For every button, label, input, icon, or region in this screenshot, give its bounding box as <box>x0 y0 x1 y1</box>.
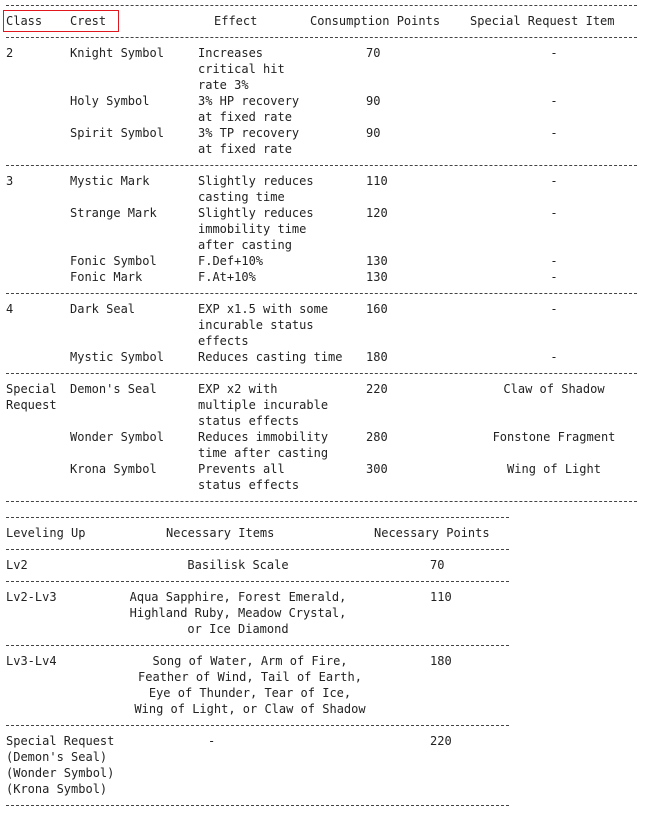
points-cell: 110 <box>430 590 452 604</box>
header-points: Consumption Points <box>310 14 441 28</box>
effect-line: Prevents all <box>198 462 285 476</box>
points-cell: 280 <box>366 430 388 444</box>
item-cell: - <box>550 254 558 268</box>
points-cell: 120 <box>366 206 388 220</box>
class-cell: Request <box>6 398 57 412</box>
items-line: Highland Ruby, Meadow Crystal, <box>129 606 347 620</box>
effect-line: F.At+10% <box>198 270 256 284</box>
points-cell: 90 <box>366 126 381 140</box>
item-cell: Wing of Light <box>507 462 601 476</box>
level-cell: (Demon's Seal) <box>6 750 108 764</box>
crest-name: Fonic Symbol <box>70 254 157 268</box>
crest-name: Krona Symbol <box>70 462 157 476</box>
points-cell: 130 <box>366 270 388 284</box>
crest-name: Holy Symbol <box>70 94 150 108</box>
items-line: Aqua Sapphire, Forest Emerald, <box>129 590 347 604</box>
points-cell: 180 <box>430 654 452 668</box>
effect-line: after casting <box>198 238 292 252</box>
divider-line <box>6 645 509 646</box>
effect-line: status effects <box>198 414 300 428</box>
crest-name: Knight Symbol <box>70 46 164 60</box>
effect-line: at fixed rate <box>198 142 292 156</box>
level-cell: Lv3-Lv4 <box>6 654 57 668</box>
header-crest: Crest <box>70 14 107 28</box>
items-line: or Ice Diamond <box>187 622 289 636</box>
crest-name: Mystic Mark <box>70 174 150 188</box>
effect-line: casting time <box>198 190 285 204</box>
header-item: Special Request Item <box>470 14 615 28</box>
effect-line: effects <box>198 334 249 348</box>
points-cell: 90 <box>366 94 381 108</box>
divider-line <box>6 581 509 582</box>
level-cell: (Wonder Symbol) <box>6 766 115 780</box>
effect-line: at fixed rate <box>198 110 292 124</box>
effect-line: incurable status <box>198 318 314 332</box>
divider-line <box>6 37 637 38</box>
items-line: Feather of Wind, Tail of Earth, <box>138 670 362 684</box>
effect-line: critical hit <box>198 62 285 76</box>
item-cell: - <box>550 46 558 60</box>
items-line: Basilisk Scale <box>187 558 289 572</box>
divider-line <box>6 549 509 550</box>
effect-line: Slightly reduces <box>198 206 314 220</box>
class-cell: 2 <box>6 46 14 60</box>
points-cell: 300 <box>366 462 388 476</box>
item-cell: - <box>550 94 558 108</box>
crest-name: Wonder Symbol <box>70 430 164 444</box>
effect-line: Increases <box>198 46 264 60</box>
item-cell: - <box>550 270 558 284</box>
effect-line: immobility time <box>198 222 307 236</box>
class-cell: 4 <box>6 302 14 316</box>
item-cell: Claw of Shadow <box>503 382 605 396</box>
effect-line: rate 3% <box>198 78 249 92</box>
divider-line <box>6 373 637 374</box>
points-cell: 220 <box>430 734 452 748</box>
effect-line: time after casting <box>198 446 329 460</box>
crest-name: Strange Mark <box>70 206 157 220</box>
divider-line <box>6 805 509 806</box>
header-necessary-items: Necessary Items <box>166 526 275 540</box>
level-cell: Lv2 <box>6 558 28 572</box>
points-cell: 160 <box>366 302 388 316</box>
effect-line: EXP x1.5 with some <box>198 302 329 316</box>
header-leveling-up: Leveling Up <box>6 526 86 540</box>
item-cell: - <box>550 350 558 364</box>
item-cell: - <box>550 206 558 220</box>
header-necessary-points: Necessary Points <box>374 526 490 540</box>
effect-line: Reduces immobility <box>198 430 329 444</box>
effect-line: 3% TP recovery <box>198 126 300 140</box>
effect-line: F.Def+10% <box>198 254 264 268</box>
class-cell: 3 <box>6 174 14 188</box>
effect-line: multiple incurable <box>198 398 329 412</box>
item-cell: - <box>550 302 558 316</box>
divider-line <box>6 5 637 6</box>
items-line: Wing of Light, or Claw of Shadow <box>134 702 366 716</box>
effect-line: status effects <box>198 478 300 492</box>
items-line: Song of Water, Arm of Fire, <box>152 654 348 668</box>
effect-line: EXP x2 with <box>198 382 278 396</box>
divider-line <box>6 725 509 726</box>
header-effect: Effect <box>214 14 258 28</box>
crest-name: Demon's Seal <box>70 382 157 396</box>
divider-line <box>6 501 637 502</box>
crest-name: Mystic Symbol <box>70 350 164 364</box>
points-cell: 180 <box>366 350 388 364</box>
level-cell: Special Request <box>6 734 115 748</box>
effect-line: 3% HP recovery <box>198 94 300 108</box>
points-cell: 220 <box>366 382 388 396</box>
class-cell: Special <box>6 382 57 396</box>
crest-name: Fonic Mark <box>70 270 143 284</box>
crest-name: Dark Seal <box>70 302 136 316</box>
items-line: Eye of Thunder, Tear of Ice, <box>148 686 352 700</box>
item-cell: - <box>550 174 558 188</box>
crest-name: Spirit Symbol <box>70 126 164 140</box>
divider-line <box>6 517 509 518</box>
items-line: - <box>208 734 216 748</box>
points-cell: 70 <box>430 558 445 572</box>
level-cell: Lv2-Lv3 <box>6 590 57 604</box>
item-cell: Fonstone Fragment <box>492 430 616 444</box>
item-cell: - <box>550 126 558 140</box>
header-class: Class <box>6 14 43 28</box>
points-cell: 130 <box>366 254 388 268</box>
points-cell: 70 <box>366 46 381 60</box>
divider-line <box>6 165 637 166</box>
points-cell: 110 <box>366 174 388 188</box>
effect-line: Slightly reduces <box>198 174 314 188</box>
level-cell: (Krona Symbol) <box>6 782 108 796</box>
divider-line <box>6 293 637 294</box>
effect-line: Reduces casting time <box>198 350 343 364</box>
